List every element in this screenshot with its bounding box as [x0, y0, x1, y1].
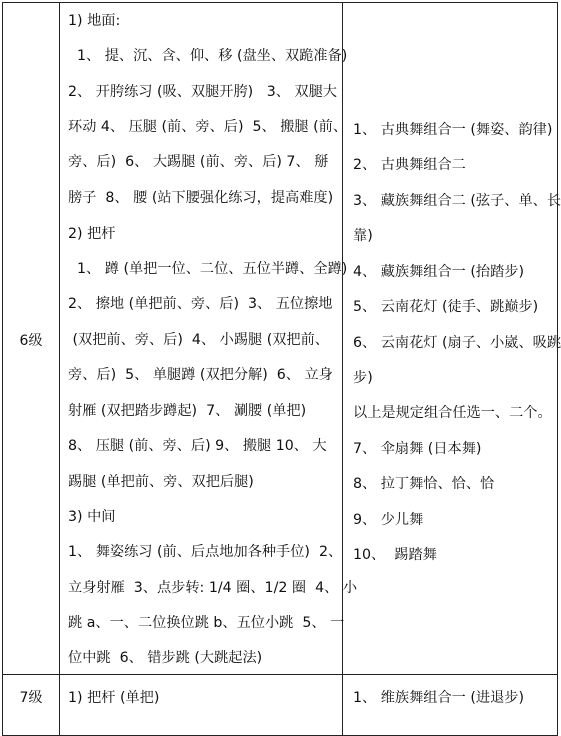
- content-line: 2、 开胯练习 (吸、双腿开胯) 3、 双腿大: [68, 84, 337, 100]
- dance-line: 5、 云南花灯 (徒手、跳巅步): [353, 299, 539, 315]
- dance-line: 7、 伞扇舞 (日本舞): [353, 441, 482, 457]
- content-line: 位中跳 6、 错步跳 (大跳起法): [68, 650, 263, 666]
- content-line: 旁、后) 6、 大踢腿 (前、旁、后) 7、 掰: [68, 154, 329, 170]
- dance-line: 以上是规定组合任选一、二个。: [353, 405, 552, 421]
- content-line: 射雁 (双把踏步蹲起) 7、 涮腰 (单把): [68, 403, 307, 419]
- row-divider: [3, 674, 557, 675]
- content-line: (双把前、旁、后) 4、 小踢腿 (双把前、: [68, 332, 329, 348]
- content-line: 1、 蹲 (单把一位、二位、五位半蹲、全蹲): [68, 261, 348, 277]
- content-line: 2) 把杆: [68, 226, 116, 242]
- content-line: 2、 擦地 (单把前、旁、后) 3、 五位擦地: [68, 296, 333, 312]
- dance-line: 1、 维族舞组合一 (进退步): [353, 690, 524, 706]
- dance-line: 步): [353, 370, 373, 386]
- level-7-label: 7级: [19, 690, 43, 706]
- dance-line: 10、 踢踏舞: [353, 547, 437, 563]
- dance-line: 9、 少儿舞: [353, 512, 424, 528]
- exam-syllabus-table: [2, 2, 561, 736]
- content-line: 踢腿 (单把前、旁、双把后腿): [68, 474, 254, 490]
- column-divider-1: [59, 3, 60, 735]
- content-line: 1) 地面:: [68, 13, 121, 29]
- dance-line: 6、 云南花灯 (扇子、小崴、吸跳: [353, 335, 561, 351]
- dance-line: 3、 藏族舞组合二 (弦子、单、长: [353, 193, 561, 209]
- content-line: 膀子 8、 腰 (站下腰强化练习，提高难度): [68, 190, 334, 206]
- dance-line: 靠): [353, 228, 373, 244]
- content-line: 8、 压腿 (前、旁、后) 9、 搬腿 10、 大: [68, 438, 327, 454]
- dance-line: 1、 古典舞组合一 (舞姿、韵律): [353, 122, 553, 138]
- content-line: 1、 舞姿练习 (前、后点地加各种手位) 2、: [68, 544, 343, 560]
- dance-line: 4、 藏族舞组合一 (抬踏步): [353, 264, 524, 280]
- content-line: 1) 把杆 (单把): [68, 690, 160, 706]
- content-line: 3) 中间: [68, 509, 116, 525]
- content-line: 1、 提、沉、含、仰、移 (盘坐、双跪准备): [68, 48, 348, 64]
- content-line: 环动 4、 压腿 (前、旁、后) 5、 搬腿 (前、: [68, 119, 348, 135]
- dance-line: 8、 拉丁舞恰、恰、恰: [353, 476, 495, 492]
- content-line: 跳 a、一、二位换位跳 b、五位小跳 5、 一: [68, 615, 345, 631]
- content-line: 旁、后) 5、 单腿蹲 (双把分解) 6、 立身: [68, 367, 333, 383]
- level-6-label: 6级: [19, 333, 43, 349]
- dance-line: 2、 古典舞组合二: [353, 157, 466, 173]
- content-line: 立身射雁 3、点步转: 1/4 圈、1/2 圈 4、 小: [68, 580, 358, 596]
